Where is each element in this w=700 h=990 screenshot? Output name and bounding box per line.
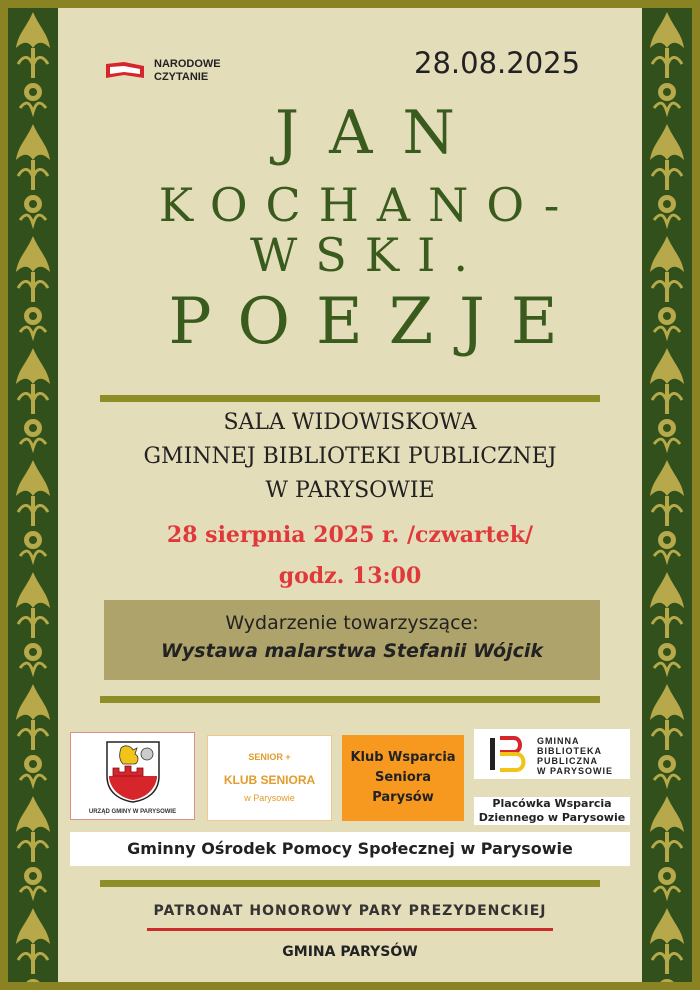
accompanying-event-label: Wydarzenie towarzyszące:: [225, 612, 479, 634]
klub-seniora-place: w Parysowie: [244, 793, 295, 803]
library-b-logo-icon: [486, 734, 530, 774]
honorary-patronage: PATRONAT HONOROWY PARY PREZYDENCKIEJ: [153, 903, 547, 919]
narodowe-czytanie-logo-text: [154, 58, 221, 84]
library-line-1: GMINNA: [537, 736, 580, 746]
event-date: 28 sierpnia 2025 r. /czwartek/: [166, 522, 534, 548]
senior-plus-label: SENIOR +: [248, 752, 291, 762]
placowka-line-1: Placówka Wsparcia: [492, 797, 612, 810]
accompanying-event-name: Wystawa malarstwa Stefanii Wójcik: [160, 640, 544, 662]
event-date-header: 28.08.2025: [414, 46, 581, 80]
urzad-gminy-label: URZĄD GMINY W PARYSOWIE: [88, 809, 177, 815]
patronage-underline: [147, 928, 553, 931]
library-logo-text: [537, 736, 613, 776]
right-ornament-border: [642, 8, 692, 982]
divider-bottom: [100, 880, 600, 887]
klub-wsparcia-seniora-card: [342, 735, 464, 821]
left-ornament-pattern: [8, 8, 58, 982]
klub-wsparcia-line-3: Parysów: [372, 790, 434, 805]
title-line-2: KOCHANO-: [158, 178, 578, 232]
klub-wsparcia-line-2: Seniora: [374, 770, 431, 785]
accompanying-event-box: [104, 600, 600, 680]
klub-wsparcia-line-1: Klub Wsparcia: [350, 750, 456, 765]
klub-seniora-logo: [207, 735, 332, 821]
library-logo: [474, 729, 630, 779]
logo-text-line1: NARODOWE: [154, 58, 221, 70]
gmina-name: GMINA PARYSÓW: [282, 944, 418, 960]
divider-top: [100, 395, 600, 402]
title-line-1: JAN: [275, 98, 485, 168]
venue-line-1: SALA WIDOWISKOWA: [223, 410, 477, 435]
placowka-line-2: Dziennego w Parysowie: [478, 811, 626, 824]
event-time: godz. 13:00: [278, 563, 422, 589]
venue-block: [100, 406, 600, 508]
logo-text-line2: CZYTANIE: [154, 71, 209, 83]
title-line-4: POEZJE: [168, 285, 584, 359]
right-ornament-pattern: [642, 8, 692, 982]
library-line-2: BIBLIOTEKA: [537, 746, 602, 756]
placowka-wsparcia-card: [474, 797, 630, 825]
book-logo-icon: [104, 60, 148, 82]
venue-line-2: GMINNEJ BIBLIOTEKI PUBLICZNEJ: [143, 444, 557, 469]
urzad-gminy-logo: [70, 732, 195, 820]
gops-banner: Gminny Ośrodek Pomocy Społecznej w Parysowie: [70, 832, 630, 866]
library-line-4: W PARYSOWIE: [537, 766, 613, 776]
divider-middle: [100, 696, 600, 703]
klub-seniora-label: KLUB SENIORA: [223, 773, 316, 787]
venue-line-3: W PARYSOWIE: [265, 478, 435, 503]
left-ornament-border: [8, 8, 58, 982]
coat-of-arms-icon: [103, 738, 163, 804]
library-line-3: PUBLICZNA: [537, 756, 598, 766]
title-line-3: WSKI.: [250, 228, 486, 282]
